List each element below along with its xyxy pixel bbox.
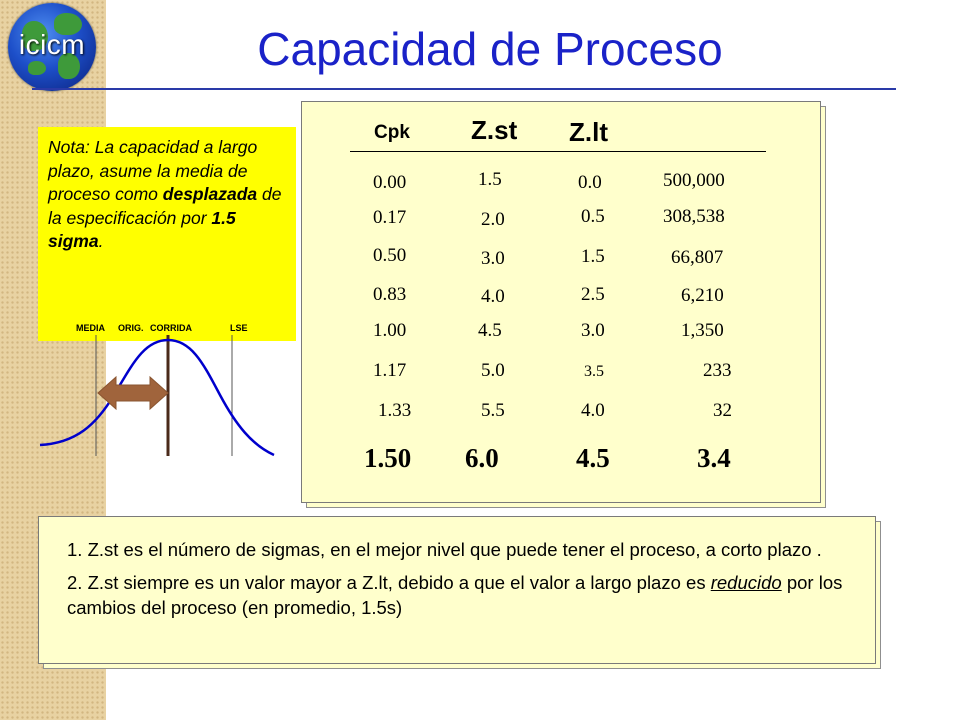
table-cell: 4.0 bbox=[481, 286, 505, 307]
note-box bbox=[38, 127, 296, 341]
header-cpk: Cpk bbox=[374, 122, 410, 143]
table-cell: 1.50 bbox=[364, 443, 412, 473]
header-zst: Z.st bbox=[471, 115, 518, 145]
table-cell: 5.5 bbox=[481, 400, 505, 421]
table-cell: 6.0 bbox=[465, 443, 499, 473]
table-cell: 0.17 bbox=[373, 207, 407, 228]
table-cell: 32 bbox=[713, 400, 732, 421]
note-text: Nota: La capacidad a largo plazo, asume la media de proceso como desplazada de la especificación por 1.5 sigma. bbox=[48, 137, 282, 251]
table-cell: 0.50 bbox=[373, 245, 407, 266]
table-cell: 1.5 bbox=[478, 169, 502, 190]
table-cell: 4.5 bbox=[576, 443, 610, 473]
label-orig: ORIG. bbox=[118, 323, 144, 333]
table-cell: 1,350 bbox=[681, 320, 724, 341]
table-cell: 5.0 bbox=[481, 360, 505, 381]
label-media: MEDIA bbox=[76, 323, 105, 333]
label-lse: LSE bbox=[230, 323, 248, 333]
table-cell: 0.5 bbox=[581, 206, 605, 227]
table-cell: 0.83 bbox=[373, 284, 407, 305]
table-cell: 4.5 bbox=[478, 320, 502, 341]
table-cell: 2.0 bbox=[481, 209, 505, 230]
table-cell: 3.0 bbox=[581, 320, 605, 341]
explanation-text bbox=[67, 537, 847, 628]
header-rule bbox=[350, 151, 766, 152]
globe-logo-icon bbox=[8, 3, 96, 91]
table-cell: 1.33 bbox=[378, 400, 412, 421]
explanation-paragraph-1: 1. Z.st es el número de sigmas, en el mejor nivel que puede tener el proceso, a corto plazo . bbox=[67, 539, 822, 560]
table-cell: 3.0 bbox=[481, 248, 505, 269]
table-cell: 1.5 bbox=[581, 246, 605, 267]
table-cell: 6,210 bbox=[681, 285, 724, 306]
table-cell: 4.0 bbox=[581, 400, 605, 421]
table-cell: 500,000 bbox=[663, 170, 725, 191]
table-cell: 66,807 bbox=[671, 247, 724, 268]
header-zlt: Z.lt bbox=[569, 117, 608, 147]
table-cell: 3.5 bbox=[584, 363, 604, 380]
table-cell: 3.4 bbox=[697, 443, 731, 473]
page-title: Capacidad de Proceso bbox=[257, 23, 723, 75]
table-cell: 1.17 bbox=[373, 360, 407, 381]
label-corrida: CORRIDA bbox=[150, 323, 192, 333]
table-cell: 1.00 bbox=[373, 320, 407, 341]
table-cell: 233 bbox=[703, 360, 732, 381]
table-cell: 0.00 bbox=[373, 172, 407, 193]
title-underline bbox=[32, 88, 896, 90]
table-cell: 0.0 bbox=[578, 172, 602, 193]
table-cell: 308,538 bbox=[663, 206, 725, 227]
bell-curve-diagram bbox=[36, 335, 286, 460]
table-cell: 2.5 bbox=[581, 284, 605, 305]
explanation-paragraph-2: 2. Z.st siempre es un valor mayor a Z.lt, debido a que el valor a largo plazo es reducido por los cambios del proceso (en promedio, 1.5s) bbox=[67, 572, 843, 618]
logo-text: icicm bbox=[18, 29, 86, 60]
